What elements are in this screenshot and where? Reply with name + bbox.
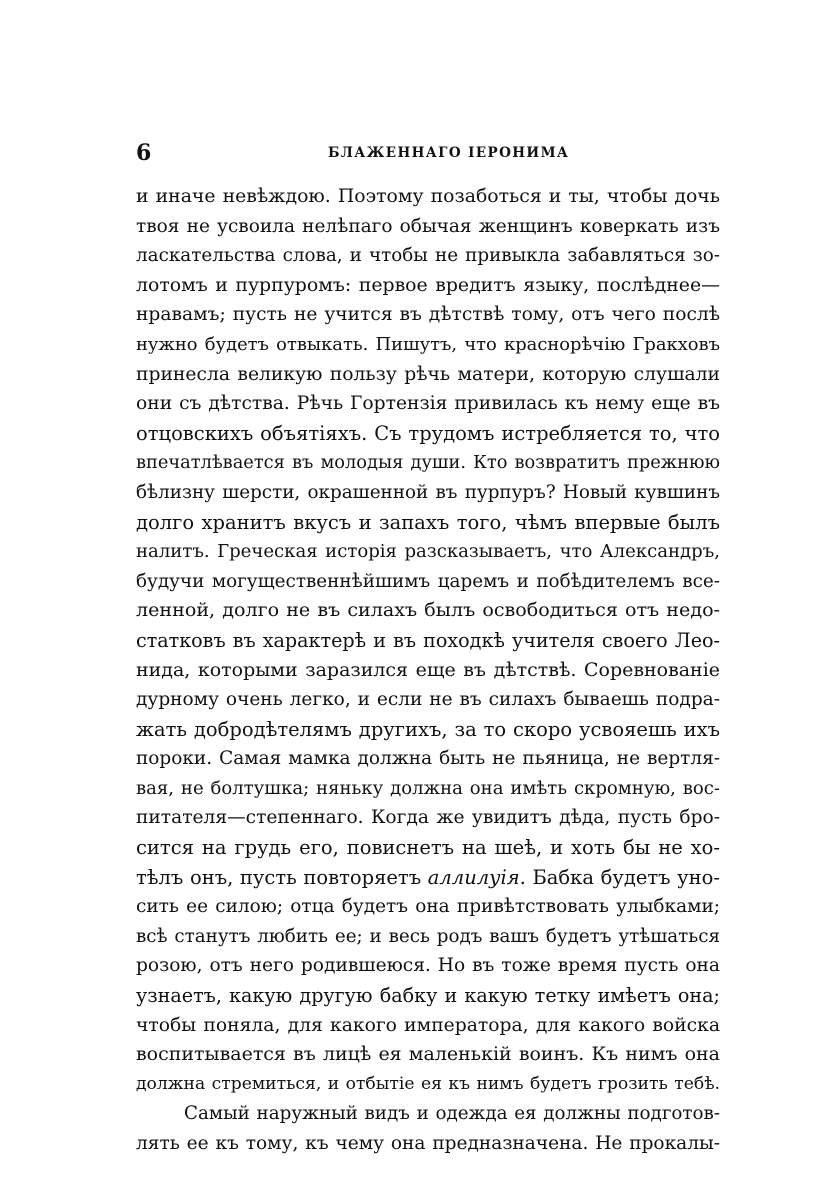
text-line: чтобы поняла, для какого императора, для какого войска: [136, 1014, 720, 1036]
text-line: сится на грудь его, повиснетъ на шеѣ, и хоть бы не хо-: [136, 836, 720, 860]
page-number: 6: [136, 140, 152, 166]
text-line: статковъ въ характерѣ и въ походкѣ учителя своего Лео-: [136, 628, 720, 652]
text-line: лять ее къ тому, къ чему она предназначена. Не прокалы-: [136, 1133, 720, 1154]
text-line: ленной, долго не въ силахъ былъ освободиться отъ недо-: [136, 599, 720, 622]
text-line: и иначе невѣждою. Поэтому позаботься и ты, чтобы дочь: [136, 186, 720, 207]
text-line: твоя не усвоила нелѣпаго обычая женщинъ коверкать изъ: [136, 215, 720, 237]
text-line-head: тѣлъ онъ, пусть повторяетъ: [136, 865, 422, 889]
text-line: бѣлизну шерсти, окрашенной въ пурпуръ? Новый кувшинъ: [136, 481, 720, 503]
body-text: [136, 182, 720, 1159]
text-line-with-italic: [136, 863, 720, 893]
text-line: впечатлѣвается въ молодыя души. Кто возвратитъ прежнюю: [136, 452, 720, 474]
text-line: вая, не болтушка; няньку должна она имѣть скромную, вос-: [136, 777, 720, 799]
text-line: воспитывается въ лицѣ ея маленькій воинъ. Къ нимъ она: [136, 1043, 720, 1066]
text-line: жать добродѣтелямъ другихъ, за то скоро усвояешь ихъ: [136, 717, 720, 741]
text-line: долго хранитъ вкусъ и запахъ того, чѣмъ впервые былъ: [136, 510, 720, 534]
running-title: БЛАЖЕННАГО ІЕРОНИМА: [328, 145, 570, 161]
text-line: налитъ. Греческая исторія разсказываетъ, что Александръ,: [136, 541, 720, 563]
text-line: питателя—степеннаго. Когда же увидитъ дѣда, пусть бро-: [136, 807, 720, 829]
text-line: отцовскихъ объятіяхъ. Съ трудомъ истребляется то, что: [136, 421, 720, 445]
text-line: узнаетъ, какую другую бабку и какую тетку имѣетъ она;: [136, 984, 720, 1008]
running-head: [136, 140, 720, 168]
text-line: пороки. Самая мамка должна быть не пьяница, не вертля-: [136, 748, 720, 770]
text-line: лотомъ и пурпуромъ: первое вредитъ языку, послѣднее—: [136, 273, 720, 296]
text-line: будучи могущественнѣйшимъ царемъ и побѣдителемъ все-: [136, 570, 720, 592]
text-line: ласкательства слова, и чтобы не привыкла забавляться зо-: [136, 245, 720, 267]
text-line: принесла великую пользу рѣчь матери, которую слушали: [136, 363, 720, 385]
text-line: всѣ станутъ любить ее; и весь родъ вашъ будетъ утѣшаться: [136, 925, 720, 947]
text-line-tail: Бабка будетъ уно-: [532, 865, 720, 889]
text-line: сить ее силою; отца будетъ она привѣтствовать улыбками;: [136, 896, 720, 918]
italic-word: аллилуія.: [427, 865, 526, 889]
text-line: дурному очень легко, и если не въ силахъ бываешь подра-: [136, 689, 720, 711]
text-line: должна стремиться, и отбытіе ея къ нимъ будетъ грозить тебѣ.: [136, 1073, 720, 1094]
text-line: они съ дѣтства. Рѣчь Гортензія привилась къ нему еще въ: [136, 393, 720, 415]
paragraph-start-line: Самый наружный видъ и одежда ея должны подготов-: [184, 1103, 720, 1125]
text-line: нравамъ; пусть не учится въ дѣтствѣ тому, отъ чего послѣ: [136, 304, 720, 326]
text-line: розою, отъ него родившеюся. Но въ тоже время пусть она: [136, 955, 720, 977]
text-line: нида, которыми заразился еще въ дѣтствѣ. Соревнованіе: [136, 658, 720, 681]
text-line: нужно будетъ отвыкать. Пишутъ, что краснорѣчію Гракховъ: [136, 333, 720, 355]
